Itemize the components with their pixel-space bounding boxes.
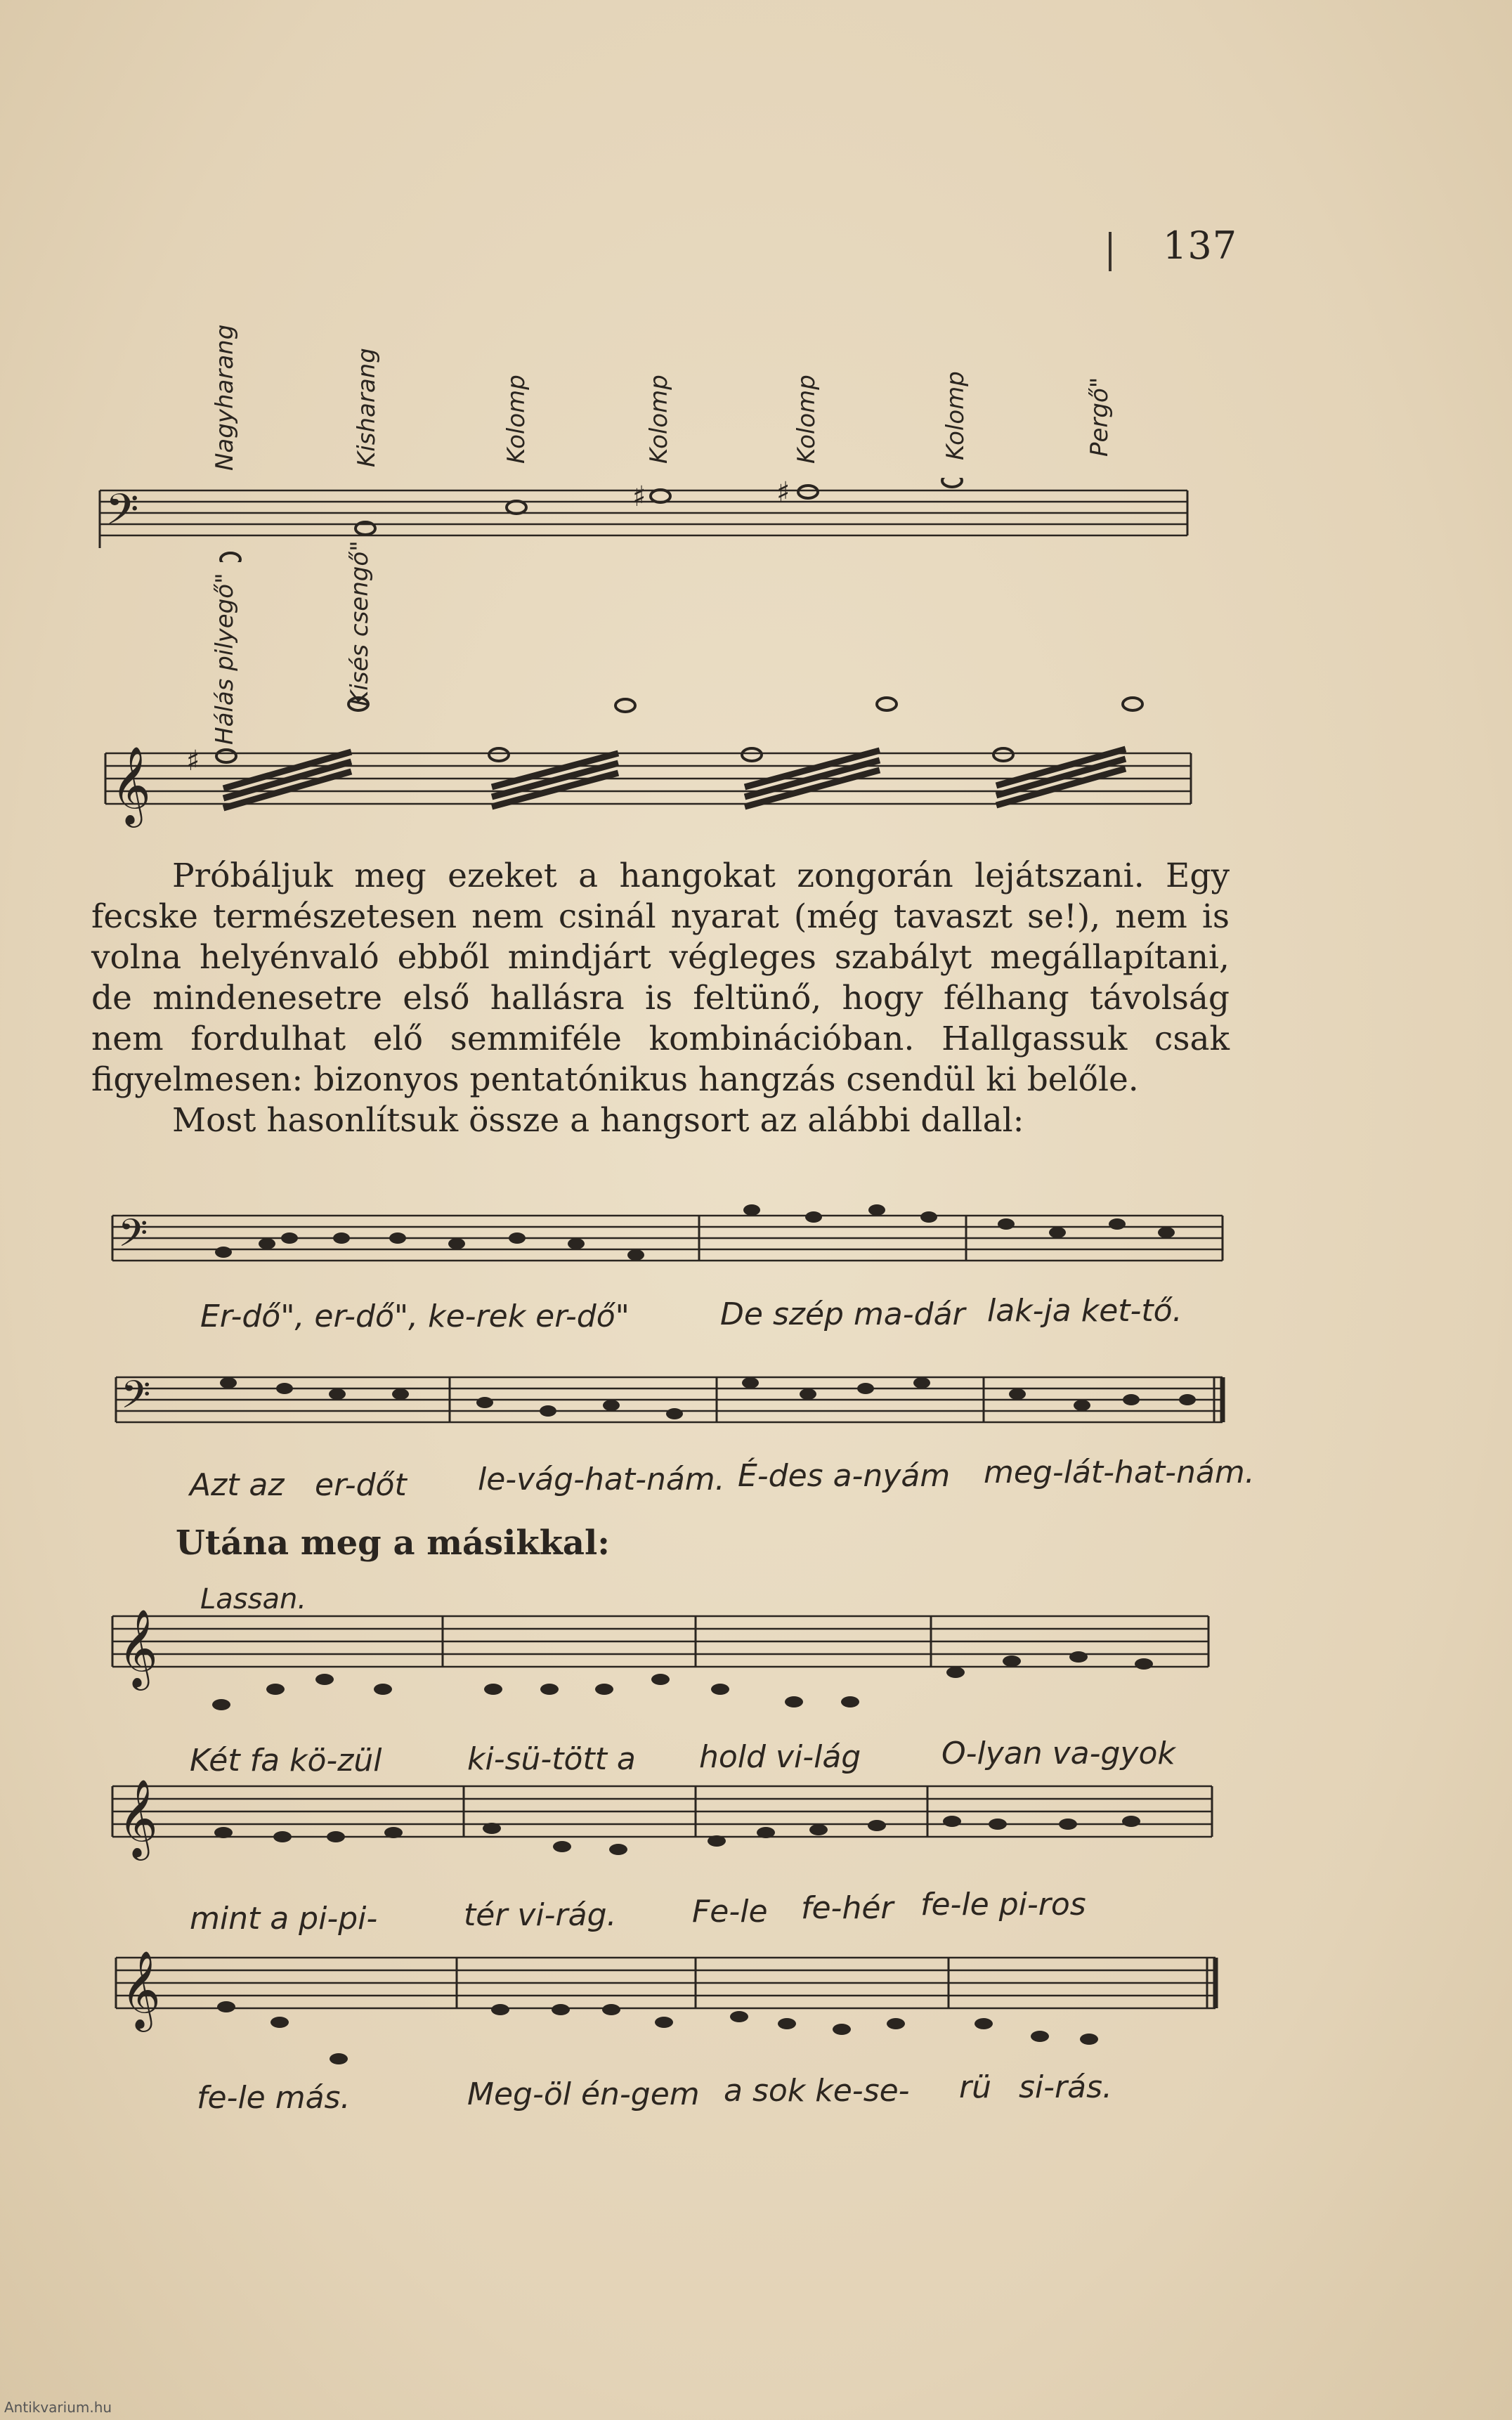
watermark: Antikvarium.hu: [4, 2399, 112, 2416]
label-nagyharang: Nagyharang: [211, 324, 239, 471]
label-kolomp-2: Kolomp: [645, 375, 673, 464]
label-kisharang: Kisharang: [353, 348, 381, 467]
svg-text:♯: ♯: [186, 745, 200, 777]
song2-staff-2: [0, 1743, 1512, 1883]
song1-lyrics-1a: Er-dő", er-dő", ke-rek er-dő": [200, 1299, 630, 1334]
song2-lyrics-1a: Két fa kö-zül: [190, 1743, 382, 1778]
song2-lyrics-2c: Fe-le: [692, 1894, 768, 1930]
bell-treble-staff: [0, 696, 1512, 857]
page-number: 137: [1163, 223, 1238, 268]
note-whole: [221, 553, 240, 562]
song2-lyrics-3c: a sok ke-se-: [724, 2073, 910, 2109]
label-kolomp-4: Kolomp: [941, 371, 970, 460]
svg-text:𝄢: 𝄢: [121, 1372, 151, 1426]
label-pergo: Pergő": [1086, 377, 1114, 457]
song1-staff-2: [0, 1335, 1512, 1448]
song1-lyrics-1b: De szép ma-dár: [720, 1296, 965, 1332]
svg-text:𝄞: 𝄞: [118, 1608, 158, 1687]
caption-second-song: Utána meg a másikkal:: [176, 1523, 610, 1563]
song2-lyrics-2a: mint a pi-pi-: [190, 1901, 378, 1937]
label-kolomp-1: Kolomp: [502, 375, 530, 464]
song1-lyrics-2e: meg-lát-hat-nám.: [984, 1455, 1255, 1490]
song2-lyrics-1c: hold vi-lág: [699, 1739, 861, 1775]
song2-lyrics-3b: Meg-öl én-gem: [467, 2076, 700, 2112]
svg-text:♯: ♯: [776, 478, 790, 509]
treble-clef-icon: 𝄞: [111, 746, 151, 824]
paragraph-2: Most hasonlítsuk össze a hangsort az alábbi dallal:: [172, 1101, 1024, 1140]
song2-lyrics-1d: O-lyan va-gyok: [941, 1736, 1175, 1771]
song1-lyrics-2d: É-des a-nyám: [738, 1458, 951, 1494]
song1-lyrics-2a: Azt az: [190, 1467, 285, 1503]
song2-lyrics-2e: fe-le pi-ros: [920, 1887, 1086, 1923]
paragraph-1: Próbáljuk meg ezeket a hangokat zongorán lejátszani. Egy fecske természetesen nem csinál nyarat (még tavaszt se!), nem is volna helyénvaló ebből mindjárt végleges szabályt megállapítani, de mindenesetre első hallásra is feltünő, hogy félhang távolság nem fordulhat elő semmiféle kombinációban. Hallgassuk csak figyelmesen: bizonyos pentatónikus hangzás csendül ki belőle.: [91, 857, 1230, 1099]
svg-text:𝄞: 𝄞: [118, 1778, 158, 1857]
song1-lyrics-1c: lak-ja ket-tő.: [987, 1293, 1182, 1329]
bell-bass-staff: [0, 478, 1512, 562]
header-rule: [1109, 232, 1112, 271]
song2-lyrics-3d: rü: [959, 2069, 991, 2105]
song2-lyrics-3e: si-rás.: [1019, 2069, 1112, 2105]
song2-lyrics-2d: fe-hér: [801, 1890, 894, 1926]
song2-lyrics-3a: fe-le más.: [197, 2080, 351, 2116]
song2-lyrics-1b: ki-sü-tött a: [467, 1741, 636, 1777]
song2-staff-1: [0, 1574, 1512, 1743]
song2-tempo: Lassan.: [200, 1583, 307, 1615]
bass-clef-icon: 𝄢: [118, 1211, 148, 1265]
song1-staff-1: [0, 1173, 1512, 1286]
song1-lyrics-2b: er-dőt: [315, 1467, 407, 1503]
bass-clef-icon: 𝄢: [105, 485, 139, 545]
body-text: [91, 856, 1230, 1141]
svg-text:𝄞: 𝄞: [121, 1950, 161, 2029]
song2-lyrics-2b: tér vi-rág.: [464, 1897, 617, 1933]
svg-text:♯: ♯: [632, 481, 646, 513]
song2-staff-3: [0, 1911, 1512, 2080]
label-halas-pilyego: Hálás pilyegő": [211, 573, 239, 745]
label-kises-csengo: Kisés csengő": [346, 540, 374, 706]
song1-lyrics-2c: le-vág-hat-nám.: [478, 1462, 725, 1497]
label-kolomp-3: Kolomp: [793, 375, 821, 464]
